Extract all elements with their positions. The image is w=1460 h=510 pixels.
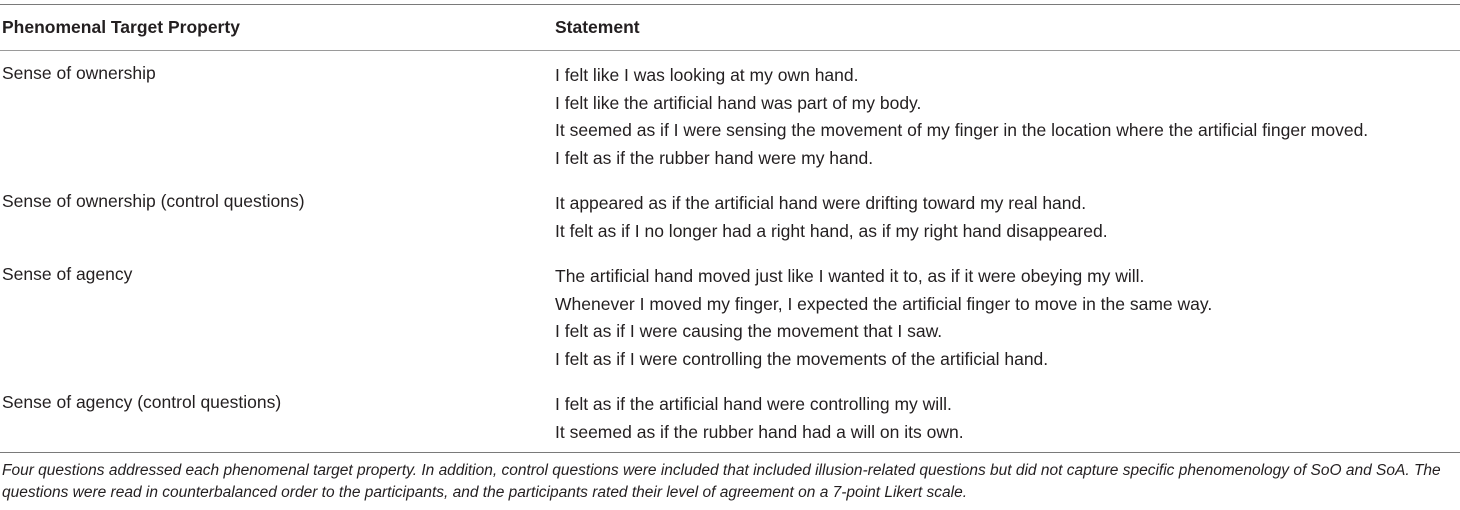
table-top-rule <box>0 4 1460 5</box>
property-label: Sense of agency (control questions) <box>2 392 282 412</box>
table-header-rule <box>0 50 1460 51</box>
statement-item: I felt as if the artificial hand were controlling my will. <box>555 394 952 414</box>
statement-list <box>555 263 1212 373</box>
statement-item: I felt like the artificial hand was part of my body. <box>555 92 922 113</box>
header-phenomenal-target-property: Phenomenal Target Property <box>2 17 240 37</box>
statement-list <box>555 62 1368 172</box>
statement-item: It seemed as if the rubber hand had a will on its own. <box>555 421 964 442</box>
statement-item: The artificial hand moved just like I wanted it to, as if it were obeying my will. <box>555 266 1145 286</box>
statement-item: I felt as if I were causing the movement that I saw. <box>555 321 943 341</box>
statement-item: I felt like I was looking at my own hand. <box>555 65 859 85</box>
statement-list <box>555 190 1108 245</box>
statement-item: It appeared as if the artificial hand were drifting toward my real hand. <box>555 193 1087 213</box>
table-bottom-rule <box>0 452 1460 453</box>
statement-item: I felt as if I were controlling the movements of the artificial hand. <box>555 348 1049 369</box>
statement-item: It felt as if I no longer had a right hand, as if my right hand disappeared. <box>555 220 1108 241</box>
statement-item: It seemed as if I were sensing the movement of my finger in the location where the artificial finger moved. <box>555 120 1369 140</box>
table-footnote: Four questions addressed each phenomenal target property. In addition, control questions were included that included illusion-related questions but did not capture specific phenomenology of SoO and SoA. The questions were read in counterbalanced order to the participants, and the participants rated their level of agreement on a 7-point Likert scale. <box>2 462 1441 501</box>
statement-list <box>555 391 964 446</box>
property-label: Sense of agency <box>2 264 133 284</box>
property-label: Sense of ownership (control questions) <box>2 191 305 211</box>
statement-item: I felt as if the rubber hand were my hand. <box>555 147 874 168</box>
header-statement: Statement <box>555 17 640 37</box>
property-label: Sense of ownership <box>2 63 156 83</box>
statement-item: Whenever I moved my finger, I expected the artificial finger to move in the same way. <box>555 293 1213 314</box>
